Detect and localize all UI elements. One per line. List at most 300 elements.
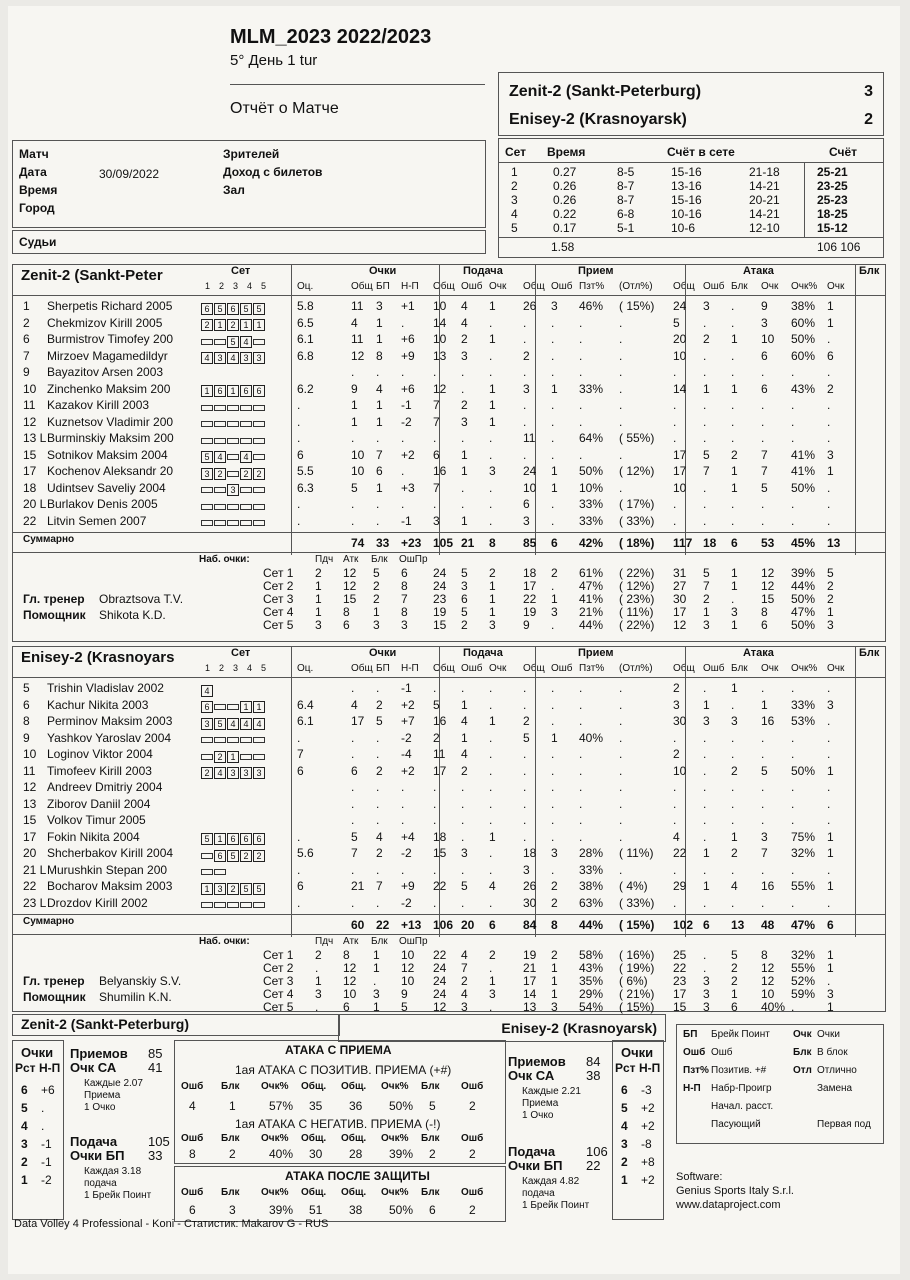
summary-note: 1 Очко: [522, 1110, 554, 1121]
stat-cell: .: [401, 431, 405, 445]
set-participation: [201, 748, 266, 766]
stat-cell: 11: [433, 747, 446, 761]
summary-note: подача: [522, 1188, 555, 1199]
set-start-position: 3: [227, 484, 239, 496]
set-score-cell: 0.26: [553, 193, 577, 207]
summary-note: Каждая 3.18: [84, 1166, 142, 1177]
stat-cell: 3: [523, 381, 530, 396]
stat-cell: .: [461, 497, 465, 511]
set-row-cell: 44%: [579, 618, 604, 632]
player-number: 17: [23, 464, 37, 478]
neg-value: 8: [189, 1147, 196, 1161]
stat-cell: 1: [827, 879, 834, 893]
cell: [535, 647, 536, 937]
set-row-cell: 21%: [579, 605, 604, 619]
assistant-name: Shikota K.D.: [99, 608, 166, 622]
stat-cell: .: [461, 862, 465, 877]
bench-marker: [253, 339, 265, 345]
set-participation: [201, 732, 266, 750]
stat-cell: 5: [761, 763, 768, 778]
set-start-position: 6: [253, 833, 265, 845]
summary-cell: 6: [827, 918, 834, 932]
stat-cell: -1: [401, 681, 412, 695]
cell: [13, 552, 885, 553]
set-start-position: 1: [253, 701, 265, 713]
footer-statistician: Data Volley 4 Professional - Koni - Статистик: Makarov G - RUS: [14, 1218, 329, 1230]
summary-note: Приема: [522, 1098, 559, 1109]
set-row-cell: 23: [673, 974, 687, 988]
stat-cell: 6.2: [297, 381, 314, 396]
attack-col-header: Очк%: [381, 1187, 409, 1198]
pos-value: 35: [309, 1099, 323, 1113]
stat-cell: 1: [827, 829, 834, 844]
set-participation: [201, 383, 266, 401]
set-row-cell: 1: [489, 605, 496, 619]
stat-cell: .: [673, 431, 677, 445]
stat-cell: .: [489, 497, 493, 511]
set-row-cell: 12: [343, 961, 357, 975]
bench-marker: [240, 487, 252, 493]
stat-cell: .: [297, 414, 301, 429]
legend-value: Брейк Поинт: [711, 1029, 770, 1040]
set-row-cell: 17: [673, 987, 687, 1001]
bench-marker: [227, 704, 239, 710]
stat-cell: .: [489, 365, 493, 379]
player-name: Udintsev Saveliy 2004: [47, 480, 166, 495]
set-row-cell: 6: [401, 566, 408, 580]
rotation-number: 5: [21, 1101, 28, 1115]
stat-cell: .: [351, 895, 355, 910]
stat-cell: 1: [731, 480, 738, 495]
points-header: Очки: [369, 265, 397, 277]
set-row-cell: 6: [343, 618, 350, 632]
bench-marker: [214, 339, 226, 345]
column-header: Общ: [523, 281, 545, 292]
stat-cell: .: [761, 747, 765, 761]
stat-cell: .: [731, 780, 735, 794]
stat-cell: +9: [401, 348, 415, 363]
stat-cell: 7: [351, 846, 358, 860]
stat-cell: ( 55%): [619, 431, 655, 445]
column-header: Общ: [673, 663, 695, 674]
set-row-cell: 2: [827, 579, 834, 593]
stat-cell: 14: [433, 315, 447, 330]
stat-cell: .: [433, 862, 437, 877]
player-number: 12: [23, 414, 37, 429]
stat-cell: 7: [761, 464, 768, 478]
stat-cell: 6.5: [297, 315, 314, 330]
summary-cell: 33: [376, 536, 390, 550]
stat-cell: .: [619, 829, 623, 844]
bench-marker: [201, 421, 213, 427]
stat-cell: 10: [761, 332, 775, 346]
stat-cell: 17: [433, 763, 447, 778]
bench-marker: [253, 454, 265, 460]
stat-cell: .: [523, 796, 527, 811]
stat-cell: .: [461, 431, 465, 445]
stat-cell: .: [619, 398, 623, 412]
legend-key: БП: [683, 1029, 698, 1040]
stat-cell: .: [579, 697, 583, 712]
stat-cell: 5: [433, 697, 440, 712]
set-row-cell: 6: [461, 592, 468, 606]
stat-cell: .: [433, 681, 437, 695]
rotation-number: 4: [621, 1119, 628, 1133]
bench-marker: [214, 704, 226, 710]
set-row-cell: 19: [523, 605, 537, 619]
stat-cell: 6.3: [297, 480, 314, 495]
rotation-number: 5: [621, 1101, 628, 1115]
set-header: Сет: [231, 265, 251, 277]
set-row-cell: 3: [551, 1000, 558, 1014]
stat-cell: 50%: [579, 464, 604, 478]
stat-cell: .: [401, 813, 405, 827]
stat-cell: .: [619, 348, 623, 363]
stat-cell: 33%: [579, 862, 604, 877]
attack-col-header: Блк: [221, 1187, 240, 1198]
legend-value: Ошб: [711, 1047, 733, 1058]
set-score-cell: 20-21: [749, 193, 780, 207]
stat-cell: 1: [731, 829, 738, 844]
stat-cell: 1: [731, 464, 738, 478]
stat-cell: 50%: [791, 332, 816, 346]
set-score-cell: 0.22: [553, 207, 577, 221]
set-participation: [201, 765, 266, 783]
set-row-cell: ( 22%): [619, 566, 655, 580]
stat-cell: .: [827, 730, 831, 745]
total-time: 1.58: [551, 240, 575, 254]
column-header: Очк: [761, 663, 779, 674]
set-participation: [201, 897, 266, 915]
stat-cell: 1: [731, 681, 738, 695]
score-team2: Enisey-2 (Krasnoyarsk): [509, 111, 687, 128]
stat-cell: .: [579, 365, 583, 379]
set-header: Сет: [231, 647, 251, 659]
stat-cell: 6.1: [297, 332, 314, 346]
player-number: 10: [23, 747, 37, 761]
stat-cell: .: [827, 747, 831, 761]
stat-cell: .: [673, 513, 677, 528]
stat-cell: .: [461, 381, 465, 396]
set-start-position: 3: [201, 468, 213, 480]
bench-marker: [227, 504, 239, 510]
set-row-cell: .: [551, 618, 555, 632]
report-sheet: [8, 6, 900, 1274]
player-number: 5: [23, 681, 30, 695]
stat-cell: .: [761, 895, 765, 910]
player-name: Timofeev Kirill 2003: [47, 763, 152, 778]
stat-cell: .: [376, 365, 380, 379]
stat-cell: .: [579, 447, 583, 462]
stat-cell: .: [489, 747, 493, 761]
stat-cell: .: [703, 513, 707, 528]
stat-cell: 15: [433, 846, 447, 860]
summary-label: Приемов: [508, 1054, 566, 1069]
stat-cell: +2: [401, 763, 415, 778]
player-number: 15: [23, 813, 37, 827]
stat-cell: 1: [731, 381, 738, 396]
stat-cell: .: [351, 681, 355, 695]
rotation-number: 2: [621, 1155, 628, 1169]
stat-cell: 1: [461, 730, 468, 745]
set-start-position: 2: [227, 319, 239, 331]
bench-marker: [253, 438, 265, 444]
legend-key: Блк: [793, 1047, 812, 1058]
stat-cell: .: [731, 813, 735, 827]
set-row-cell: .: [315, 1000, 319, 1014]
player-name: Mirzoev Magamedildyr: [47, 348, 168, 363]
stat-cell: 7: [703, 464, 710, 478]
set-row-cell: 2: [551, 948, 558, 962]
stat-cell: 6: [523, 497, 530, 511]
attack-col-header: Блк: [421, 1081, 440, 1092]
stat-cell: +3: [401, 480, 415, 495]
set-score-cell: 10-6: [671, 221, 696, 235]
set-score-cell: 10-16: [671, 207, 702, 221]
stat-cell: .: [461, 681, 465, 695]
stat-cell: .: [297, 497, 301, 511]
stat-cell: 4: [673, 829, 680, 844]
stat-cell: 3: [461, 414, 468, 429]
summary-cell: 13: [731, 918, 745, 932]
after-value: 6: [429, 1203, 436, 1217]
set-row-cell: 8: [761, 948, 768, 962]
set-row-cell: 8: [343, 605, 350, 619]
set-row-cell: 4: [461, 948, 468, 962]
set-participation: [201, 333, 266, 351]
stat-cell: 2: [673, 681, 680, 695]
player-name: Loginov Viktor 2004: [47, 747, 153, 761]
set-row-cell: 22: [523, 592, 537, 606]
stat-cell: 5.8: [297, 299, 314, 313]
stat-cell: .: [619, 381, 623, 396]
set-row-cell: 39%: [791, 566, 816, 580]
set-start-position: 3: [227, 767, 239, 779]
stat-cell: .: [433, 895, 437, 910]
set-row-cell: 17: [523, 579, 537, 593]
summary-label: Очки БП: [508, 1158, 563, 1173]
neg-value: 2: [469, 1147, 476, 1161]
bench-marker: [214, 902, 226, 908]
set-row-cell: 7: [703, 579, 710, 593]
set-score-cell: 15-12: [817, 221, 848, 235]
attack-col-header: Общ.: [301, 1187, 327, 1198]
summary-label: Суммарно: [23, 916, 75, 927]
set-row-cell: 25: [673, 948, 687, 962]
report-title: Отчёт о Матче: [230, 100, 339, 117]
set-row-cell: 6: [731, 1000, 738, 1014]
stat-cell: .: [433, 431, 437, 445]
set-row-cell: 2: [703, 592, 710, 606]
stat-cell: .: [489, 431, 493, 445]
set-row-cell: 1: [551, 592, 558, 606]
stat-cell: 5: [461, 879, 468, 893]
column-header: БП: [376, 281, 390, 292]
stat-cell: 1: [489, 299, 496, 313]
set-start-position: 2: [214, 751, 226, 763]
summary-cell: 44%: [579, 918, 604, 932]
stat-cell: .: [827, 681, 831, 695]
set-row-cell: 7: [401, 592, 408, 606]
attack-col-header: Блк: [221, 1133, 240, 1144]
set-row-cell: 47%: [791, 605, 816, 619]
stat-cell: 22: [673, 846, 687, 860]
stat-cell: .: [731, 398, 735, 412]
cell: [13, 914, 885, 915]
set-participation: [201, 317, 266, 335]
legend-key: Отл: [793, 1065, 812, 1076]
stat-cell: 10: [351, 464, 365, 478]
stat-cell: 64%: [579, 431, 604, 445]
stat-cell: .: [579, 796, 583, 811]
stat-cell: .: [401, 365, 405, 379]
set-row-cell: 15: [761, 592, 775, 606]
summary-cell: 84: [523, 918, 537, 932]
set-start-position: 2: [201, 767, 213, 779]
stat-cell: .: [619, 813, 623, 827]
set-row-cell: 30: [673, 592, 687, 606]
set-row-cell: 2: [731, 961, 738, 975]
stat-cell: 2: [433, 730, 440, 745]
stat-cell: .: [791, 895, 795, 910]
set-row-cell: 6: [761, 618, 768, 632]
team-name: Zenit-2 (Sankt-Peter: [21, 267, 163, 284]
summary-note: Каждые 2.21: [522, 1086, 581, 1097]
column-header: Блк: [731, 281, 748, 292]
summary-value: 38: [586, 1068, 601, 1083]
stat-cell: .: [489, 681, 493, 695]
stat-cell: -2: [401, 414, 412, 429]
set-start-position: 4: [214, 767, 226, 779]
stat-cell: .: [433, 796, 437, 811]
stat-cell: 3: [703, 714, 710, 728]
after-value: 3: [229, 1203, 236, 1217]
rotation-number: 6: [621, 1083, 628, 1097]
set-row-cell: 17: [523, 974, 537, 988]
stat-cell: ( 12%): [619, 464, 655, 478]
stat-cell: 7: [433, 414, 440, 429]
stat-cell: -2: [401, 730, 412, 745]
reception-header: Прием: [578, 265, 614, 277]
stat-cell: .: [761, 497, 765, 511]
set-score-cell: 0.27: [553, 165, 577, 179]
stat-cell: .: [791, 365, 795, 379]
set-score-cell: 14-21: [749, 179, 780, 193]
column-header: Н-П: [401, 663, 419, 674]
set-row-cell: 12: [761, 974, 775, 988]
rotation-title: Очки: [621, 1045, 654, 1060]
stat-cell: .: [731, 730, 735, 745]
set-row-cell: 22: [433, 948, 447, 962]
stat-cell: 5.6: [297, 846, 314, 860]
attack-col-header: Блк: [221, 1081, 240, 1092]
cell: [291, 265, 292, 555]
stat-cell: .: [579, 332, 583, 346]
rotation-number: 2: [21, 1155, 28, 1169]
rotation-number: 3: [21, 1137, 28, 1151]
bench-marker: [214, 487, 226, 493]
set-score-cell: 18-25: [817, 207, 848, 221]
label-city: Город: [19, 201, 55, 215]
stat-cell: 7: [297, 747, 304, 761]
set-row-cell: 14: [523, 987, 537, 1001]
stat-cell: 2: [461, 763, 468, 778]
set-participation: [201, 465, 266, 483]
stat-cell: 41%: [791, 447, 816, 462]
bench-marker: [227, 520, 239, 526]
set-score-cell: 1: [511, 165, 518, 179]
player-number: 18: [23, 480, 37, 495]
set-row-cell: Сет 1: [263, 948, 294, 962]
stat-cell: 32%: [791, 846, 816, 860]
stat-cell: 1: [351, 398, 358, 412]
summary-cell: ( 18%): [619, 536, 655, 550]
set-row-cell: ( 6%): [619, 974, 648, 988]
set-row-cell: 23: [433, 592, 447, 606]
set-row-cell: .: [703, 948, 707, 962]
total-score: 106 106: [817, 240, 861, 254]
player-name: Burminskiy Maksim 200: [47, 431, 174, 445]
set-row-cell: 1: [551, 974, 558, 988]
stat-cell: 16: [761, 879, 775, 893]
stat-cell: +2: [401, 447, 415, 462]
stat-cell: 1: [703, 846, 710, 860]
set-row-cell: Сет 4: [263, 987, 294, 1001]
bench-marker: [201, 869, 213, 875]
stat-cell: 6: [761, 348, 768, 363]
set-row-cell: 12: [761, 566, 775, 580]
stat-cell: ( 15%): [619, 299, 655, 313]
stat-cell: 11: [523, 431, 536, 445]
set-start-position: 5: [227, 850, 239, 862]
set-row-cell: 13: [523, 1000, 537, 1014]
set-row-cell: 47%: [579, 579, 604, 593]
set-start-position: 5: [240, 883, 252, 895]
stat-cell: 50%: [791, 480, 816, 495]
stat-cell: 6.4: [297, 697, 314, 712]
bench-marker: [253, 902, 265, 908]
stat-cell: 5: [523, 730, 530, 745]
set-start-position: 5: [227, 336, 239, 348]
stat-cell: +6: [401, 381, 415, 396]
stat-cell: -2: [401, 846, 412, 860]
set-start-position: 4: [227, 352, 239, 364]
stat-cell: 1: [461, 697, 468, 712]
set-score-cell: 25-23: [817, 193, 848, 207]
bench-marker: [240, 737, 252, 743]
player-number: 20: [23, 846, 37, 860]
set-start-position: 5: [214, 718, 226, 730]
player-name: Fokin Nikita 2004: [47, 829, 140, 844]
stat-cell: .: [761, 730, 765, 745]
set-points-header: Атк: [343, 936, 359, 947]
bench-marker: [240, 902, 252, 908]
stat-cell: .: [673, 780, 677, 794]
bench-marker: [240, 520, 252, 526]
stat-cell: .: [523, 398, 527, 412]
set-row-cell: 10: [343, 987, 357, 1001]
summary-note: 1 Брейк Поинт: [522, 1200, 590, 1211]
match-date: 30/09/2022: [99, 167, 160, 181]
stat-cell: 3: [827, 697, 834, 712]
set-start-position: 4: [227, 718, 239, 730]
stat-cell: .: [523, 681, 527, 695]
set-row-cell: 24: [433, 987, 447, 1001]
cell: [685, 647, 686, 937]
assistant-label: Помощник: [23, 990, 86, 1004]
stat-cell: 1: [376, 398, 383, 412]
stat-cell: .: [297, 431, 301, 445]
